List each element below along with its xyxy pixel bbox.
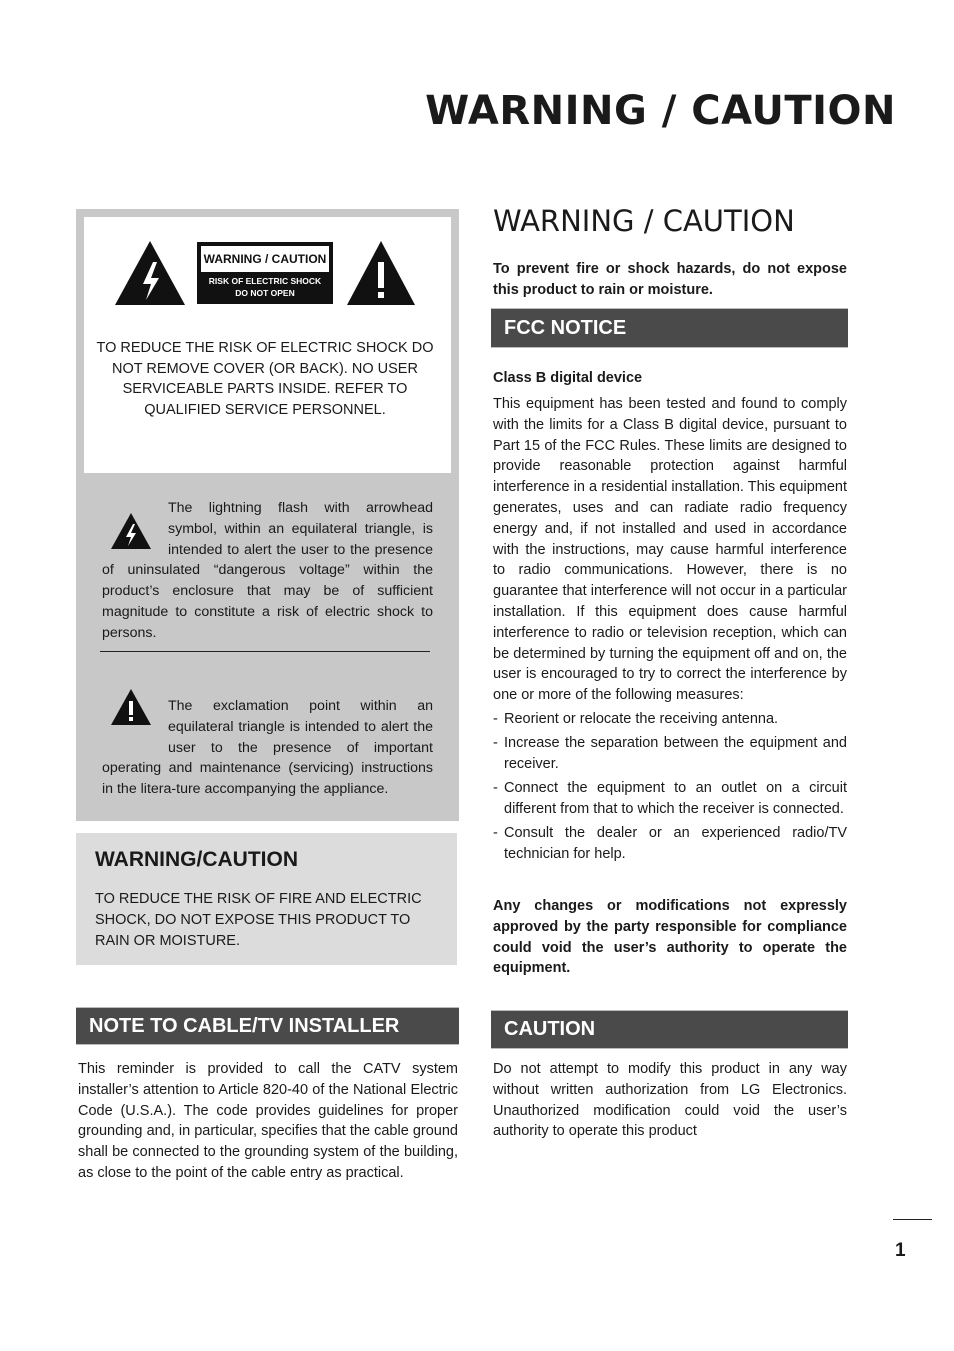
small-lightning-triangle-icon	[110, 512, 152, 550]
label-line-1: RISK OF ELECTRIC SHOCK	[208, 276, 322, 286]
exclamation-icon-slot	[102, 696, 168, 752]
fcc-changes-warning: Any changes or modifications not expressly approved by the party responsible for compliance could void the user’s authority to operate the equipment.	[493, 898, 847, 977]
caution-section-header	[491, 1010, 848, 1049]
page-number-rule	[893, 1219, 932, 1220]
installer-section-text: This reminder is provided to call the CATV system installer’s attention to Article 820-40 of the National Electric Code (U.S.A.). The code provides guidelines for proper grounding and, in particular, specifies that the cable ground shall be connected to the grounding system of the building, as close to the point of the cable entry as practical.	[78, 1061, 458, 1181]
page-number: 1	[895, 1240, 906, 1261]
caution-section-text: Do not attempt to modify this product in any way without written authorization from LG Electronics. Unauthorized modification could void the user’s authority to operate this product	[493, 1061, 847, 1140]
shock-warning-text: TO REDUCE THE RISK OF ELECTRIC SHOCK DO NOT REMOVE COVER (OR BACK). NO USER SERVICEABLE PARTS INSIDE. REFER TO QUALIFIED SERVICE PERSONNEL.	[96, 340, 434, 418]
lightning-icon-slot	[102, 498, 168, 554]
lightning-explanation-text: The lightning flash with arrowhead symbol, within an equilateral triangle, is intended to alert the user to the presence of uninsulated “dangerous voltage” within the product’s enclosure that may be of sufficient magnitude to constitute a risk of electric shock to persons.	[102, 500, 433, 641]
lightning-symbol-explanation	[102, 498, 433, 644]
warning-caution-box-text: TO REDUCE THE RISK OF FIRE AND ELECTRIC SHOCK, DO NOT EXPOSE THIS PRODUCT TO RAIN OR MOISTURE.	[95, 891, 422, 949]
list-item: - Increase the separation between the equipment and receiver.	[493, 733, 847, 775]
installer-section-header	[76, 1007, 459, 1045]
page-title: WARNING / CAUTION	[425, 88, 896, 134]
exclamation-triangle-icon	[346, 240, 416, 306]
panel-divider	[100, 651, 430, 652]
installer-section-title: NOTE TO CABLE/TV INSTALLER	[89, 1014, 400, 1037]
fcc-notice-title: FCC NOTICE	[504, 316, 627, 339]
exclamation-symbol-explanation	[102, 696, 433, 800]
label-title: WARNING / CAUTION	[201, 246, 329, 272]
small-exclamation-triangle-icon	[110, 688, 152, 726]
caution-section-title: CAUTION	[504, 1018, 596, 1040]
exclamation-explanation-text: The exclamation point within an equilateral triangle is intended to alert the user to the presence of important operating and maintenance (servicing) instructions in the litera-ture accompanying the appliance.	[102, 698, 433, 798]
fcc-body-text: This equipment has been tested and found to comply with the limits for a Class B digital device, pursuant to Part 15 of the FCC Rules. These limits are designed to provide reasonable protection against harmful interference in a residential installation. This equipment generates, uses and can radiate radio frequency energy and, if not installed and used in accordance with the instructions, may cause harmful interference to radio communications. However, there is no guarantee that interference will not occur in a particular installation. If this equipment does cause harmful interference to radio or television reception, which can be determined by turning the equipment off and on, the user is encouraged to try to correct the interference by one or more of the following measures:	[493, 396, 847, 704]
warning-section-lead: To prevent fire or shock hazards, do not expose this product to rain or moisture.	[493, 261, 847, 298]
warning-section-title: WARNING / CAUTION	[493, 204, 795, 238]
fcc-notice-header	[491, 308, 848, 348]
warning-caution-label	[197, 242, 333, 304]
fcc-measures-list	[493, 709, 847, 869]
list-item: - Connect the equipment to an outlet on a circuit different from that to which the receiver is connected.	[493, 778, 847, 820]
fcc-subtitle: Class B digital device	[493, 370, 643, 386]
lightning-triangle-icon	[114, 240, 186, 306]
list-item: - Reorient or relocate the receiving antenna.	[493, 709, 847, 730]
list-item: - Consult the dealer or an experienced radio/TV technician for help.	[493, 823, 847, 865]
label-line-2: DO NOT OPEN	[235, 288, 295, 298]
label-subtitle	[198, 272, 332, 299]
warning-caution-box-title: WARNING/CAUTION	[95, 848, 298, 871]
